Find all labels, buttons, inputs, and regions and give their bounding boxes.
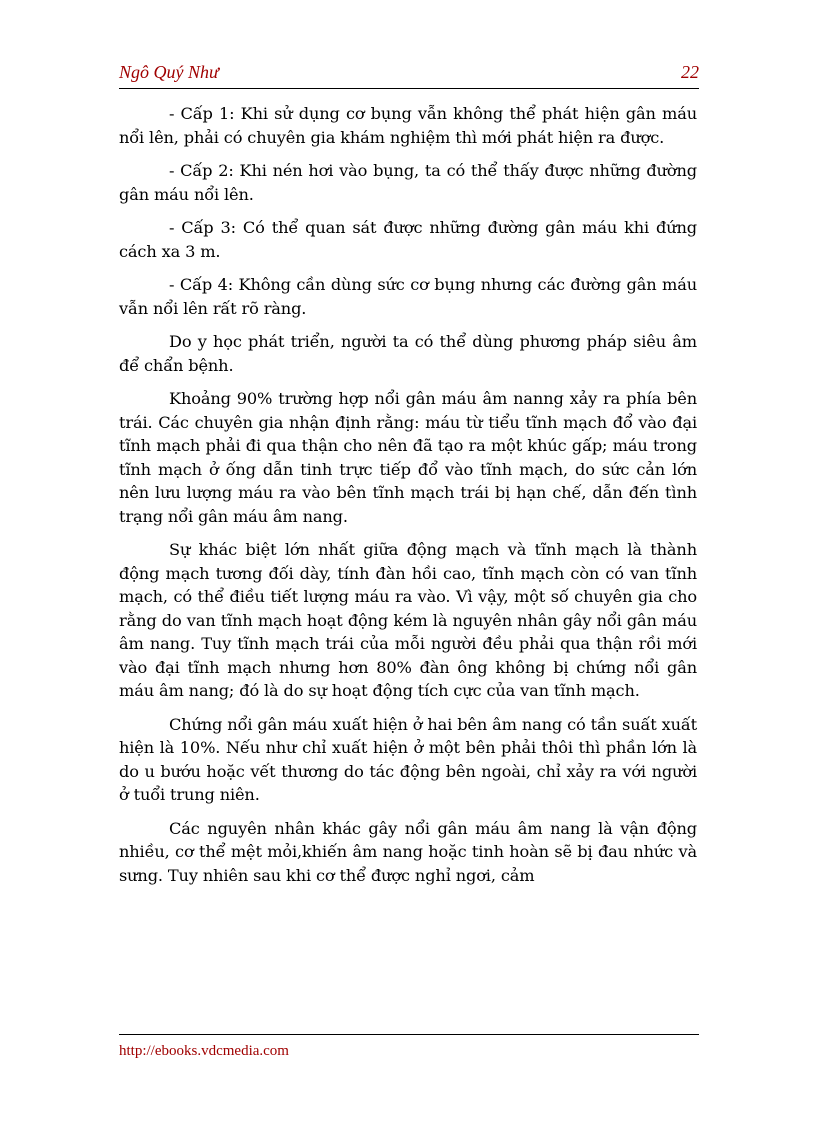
paragraph-other-causes: Các nguyên nhân khác gây nổi gân máu âm nang là vận động nhiều, cơ thể mệt mỏi,khiến âm nang hoặc tinh hoàn sẽ bị đau nhức và sưng. Tuy nhiên sau khi cơ thể được nghỉ ngơi, cảm	[119, 818, 697, 885]
footer-divider	[119, 1034, 699, 1035]
header-divider	[119, 88, 699, 89]
paragraph-grade-1: - Cấp 1: Khi sử dụng cơ bụng vẫn không thể phát hiện gân máu nổi lên, phải có chuyên gia khám nghiệm thì mới phát hiện ra được.	[119, 104, 697, 147]
paragraph-ultrasound: Do y học phát triển, người ta có thể dùng phương pháp siêu âm để chẩn bệnh.	[119, 332, 697, 375]
footer-url-link[interactable]: http://ebooks.vdcmedia.com	[119, 1043, 289, 1059]
paragraph-grade-4: - Cấp 4: Không cần dùng sức cơ bụng nhưng các đường gân máu vẫn nổi lên rất rõ ràng.	[119, 275, 697, 318]
page-header	[119, 62, 699, 86]
paragraph-grade-3: - Cấp 3: Có thể quan sát được những đường gân máu khi đứng cách xa 3 m.	[119, 218, 697, 261]
header-page-number: 22	[681, 62, 699, 82]
paragraph-vein-valves: Sự khác biệt lớn nhất giữa động mạch và tĩnh mạch là thành động mạch tương đối dày, tính đàn hồi cao, tĩnh mạch còn có van tĩnh mạch, có thể điều tiết lượng máu ra vào. Vì vậy, một số chuyên gia cho rằng do van tĩnh mạch hoạt động kém là nguyên nhân gây nổi gân máu âm nang. Tuy tĩnh mạch trái của mỗi người đều phải qua thận rồi mới vào đại tĩnh mạch nhưng hơn 80% đàn ông không bị chứng nổi gân máu âm nang; đó là do sự hoạt động tích cực của van tĩnh mạch.	[119, 540, 697, 700]
paragraph-left-side: Khoảng 90% trường hợp nổi gân máu âm nanng xảy ra phía bên trái. Các chuyên gia nhận định rằng: máu từ tiểu tĩnh mạch đổ vào đại tĩnh mạch phải đi qua thận cho nên đã tạo ra một khúc gấp; máu trong tĩnh mạch ở ống dẫn tinh trực tiếp đổ vào tĩnh mạch, do sức cản lớn nên lưu lượng máu ra vào bên tĩnh mạch trái bị hạn chế, dẫn đến tình trạng nổi gân máu âm nang.	[119, 389, 697, 526]
header-author: Ngô Quý Như	[119, 62, 219, 82]
page-body	[119, 102, 697, 897]
paragraph-bilateral: Chứng nổi gân máu xuất hiện ở hai bên âm nang có tần suất xuất hiện là 10%. Nếu như chỉ xuất hiện ở một bên phải thôi thì phần lớn là do u bướu hoặc vết thương do tác động bên ngoài, chỉ xảy ra với người ở tuổi trung niên.	[119, 714, 697, 804]
paragraph-grade-2: - Cấp 2: Khi nén hơi vào bụng, ta có thể thấy được những đường gân máu nổi lên.	[119, 161, 697, 204]
